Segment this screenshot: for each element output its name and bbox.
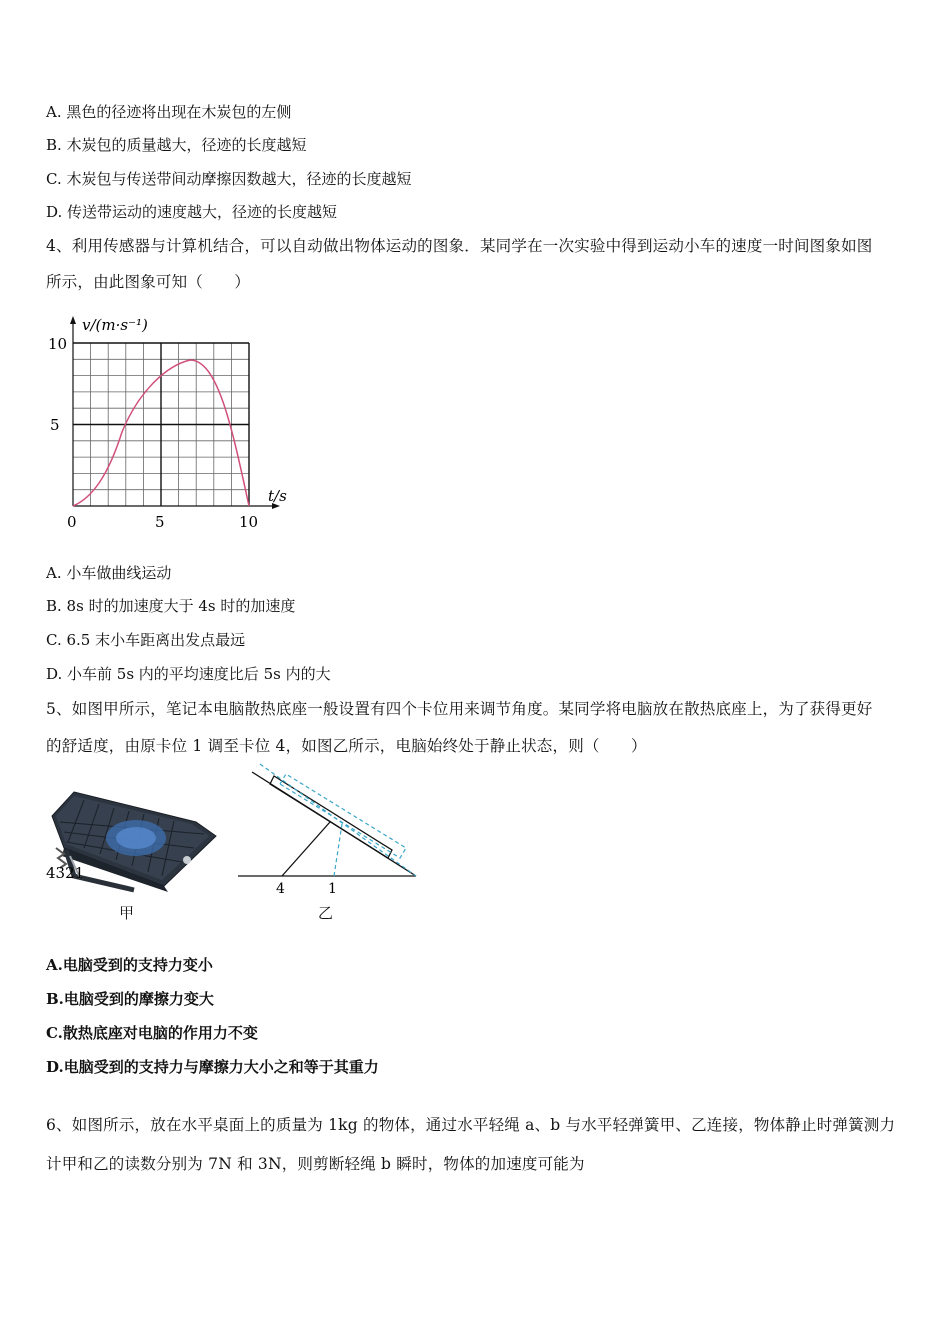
x-tick-5: 5 (155, 513, 165, 531)
x-tick-0: 0 (67, 513, 77, 531)
q5-stem-line1: 5、如图甲所示，笔记本电脑散热底座一般设置有四个卡位用来调节角度。某同学将电脑放在散热底座上，为了获得更好 (46, 700, 873, 718)
y-tick-5: 5 (50, 416, 60, 434)
q3-option-b: B. 木炭包的质量越大，径迹的长度越短 (46, 136, 307, 154)
q6-stem-line1: 6、如图所示，放在水平桌面上的质量为 1kg 的物体，通过水平轻绳 a、b 与水平轻弹簧甲、乙连接，物体静止时弹簧测力 (46, 1116, 896, 1134)
q5-option-b: B.电脑受到的摩擦力变大 (46, 990, 214, 1008)
y-axis-label: v/(m·s⁻¹) (82, 316, 148, 334)
q5-option-d: D.电脑受到的支持力与摩擦力大小之和等于其重力 (46, 1058, 379, 1076)
q4-option-b: B. 8s 时的加速度大于 4s 时的加速度 (46, 597, 296, 615)
stand-schematic-diagram (230, 762, 430, 896)
q5-option-a: A.电脑受到的支持力变小 (46, 956, 213, 974)
q3-option-c: C. 木炭包与传送带间动摩擦因数越大，径迹的长度越短 (46, 170, 412, 188)
y-tick-10: 10 (48, 335, 68, 353)
q6-stem-line2: 计甲和乙的读数分别为 7N 和 3N，则剪断轻绳 b 瞬时，物体的加速度可能为 (46, 1155, 585, 1173)
slot-1-label: 1 (328, 881, 337, 896)
q4-option-d: D. 小车前 5s 内的平均速度比后 5s 内的大 (46, 665, 331, 683)
q4-option-a: A. 小车做曲线运动 (46, 564, 172, 582)
y-axis-arrow (70, 316, 76, 324)
q4-stem-line2: 所示，由此图象可知（ ） (46, 273, 251, 291)
fig-yi-caption: 乙 (318, 904, 334, 922)
velocity-time-graph (40, 308, 300, 538)
q5-option-c: C.散热底座对电脑的作用力不变 (46, 1024, 258, 1042)
q4-stem-line1: 4、利用传感器与计算机结合，可以自动做出物体运动的图象．某同学在一次实验中得到运动小车的速度一时间图象如图 (46, 237, 873, 255)
fig-jia-caption: 甲 (119, 904, 135, 922)
q5-stem-line2: 的舒适度，由原卡位 1 调至卡位 4，如图乙所示，电脑始终处于静止状态，则（ ） (46, 737, 647, 755)
slot-4-label: 4 (276, 881, 285, 896)
q4-option-c: C. 6.5 末小车距离出发点最远 (46, 631, 246, 649)
q3-option-d: D. 传送带运动的速度越大，径迹的长度越短 (46, 203, 338, 221)
x-tick-10: 10 (239, 513, 259, 531)
q3-option-a: A. 黑色的径迹将出现在木炭包的左侧 (46, 103, 292, 121)
x-axis-label: t/s (268, 487, 287, 505)
card-slot-numbers: 4321 (46, 864, 85, 882)
